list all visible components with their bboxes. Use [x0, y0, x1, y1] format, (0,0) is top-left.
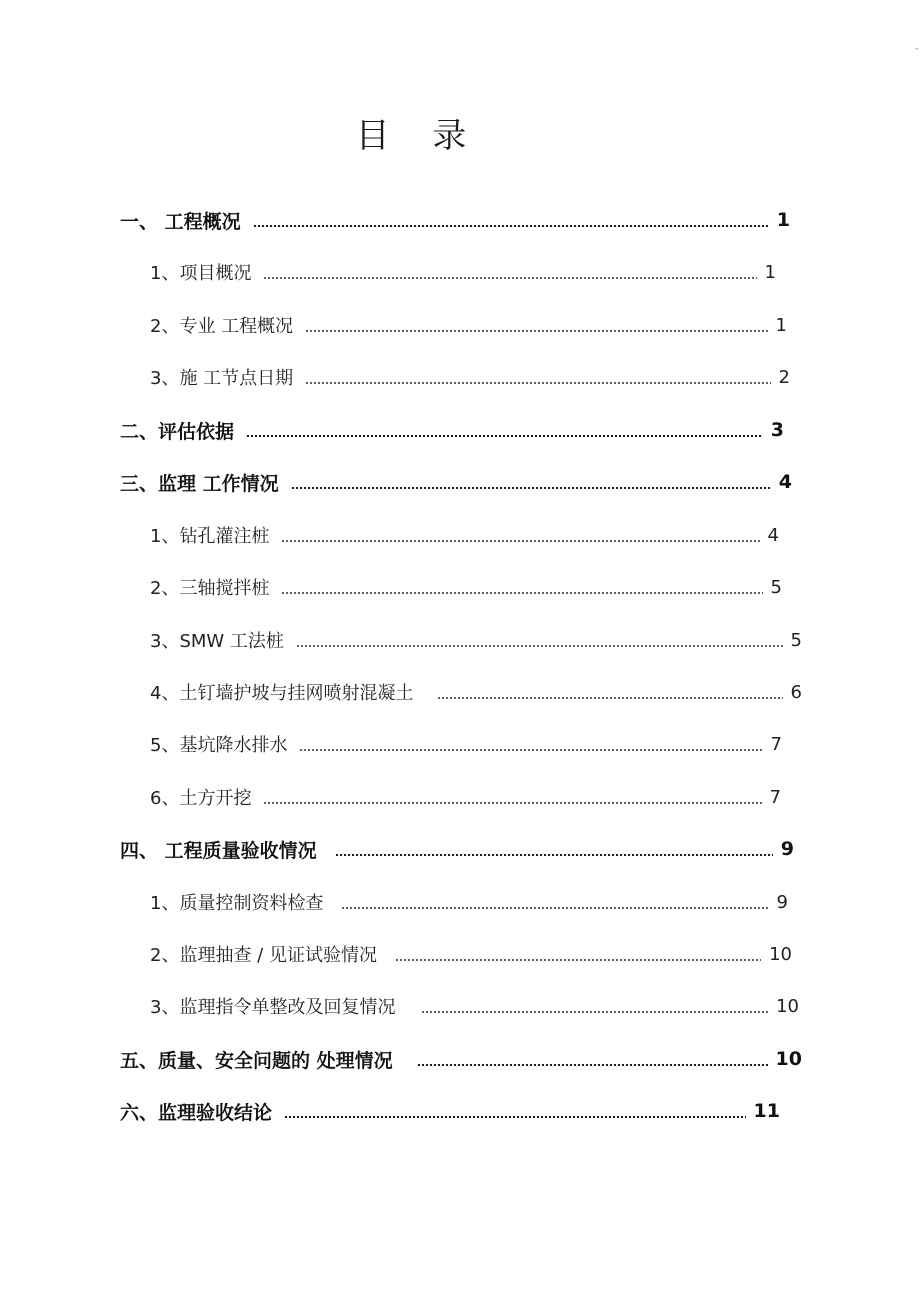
- toc-entry-page-number: 7: [769, 786, 781, 808]
- toc-entry-page-number: 10: [776, 995, 799, 1017]
- toc-entry-label: 二、评估依据: [120, 420, 235, 443]
- toc-entry-chapter[interactable]: [120, 467, 792, 497]
- toc-entry-page-number: 11: [753, 1100, 780, 1122]
- toc-entry-section[interactable]: [150, 520, 779, 550]
- toc-entry-chapter[interactable]: [120, 834, 794, 864]
- toc-entry-label: 1、钻孔灌注桩: [150, 526, 270, 547]
- toc-entry-chapter[interactable]: [120, 415, 784, 445]
- toc-entry-label: 6、土方开挖: [150, 788, 252, 809]
- toc-entry-label: 2、三轴搅拌桩: [150, 578, 270, 599]
- toc-dot-leader: [246, 435, 763, 437]
- toc-entry-section[interactable]: [150, 939, 792, 969]
- toc-dot-leader: [253, 225, 769, 227]
- toc-entry-page-number: 1: [775, 314, 787, 336]
- toc-dot-leader: [305, 382, 770, 384]
- toc-entry-label: 四、 工程质量验收情况: [120, 839, 317, 862]
- toc-dot-leader: [296, 645, 783, 647]
- toc-entry-section[interactable]: [150, 887, 788, 917]
- toc-dot-leader: [395, 959, 761, 961]
- toc-dot-leader: [263, 802, 761, 804]
- toc-dot-leader: [305, 330, 767, 332]
- toc-dot-leader: [291, 487, 771, 489]
- toc-dot-leader: [284, 1116, 746, 1118]
- toc-dot-leader: [335, 854, 773, 856]
- toc-entry-page-number: 4: [778, 471, 792, 493]
- corner-mark: -: [915, 44, 918, 53]
- toc-dot-leader: [263, 277, 756, 279]
- toc-entry-section[interactable]: [150, 782, 781, 812]
- toc-entry-section[interactable]: [150, 572, 782, 602]
- toc-entry-section[interactable]: [150, 625, 802, 655]
- toc-entry-label: 一、 工程概况: [120, 210, 241, 233]
- toc-entry-label: 三、监理 工作情况: [120, 472, 279, 495]
- toc-entry-section[interactable]: [150, 257, 776, 287]
- toc-entry-label: 4、土钉墙护坡与挂网喷射混凝土: [150, 683, 414, 704]
- toc-dot-leader: [421, 1011, 768, 1013]
- toc-entry-page-number: 1: [764, 261, 776, 283]
- toc-dot-leader: [417, 1064, 768, 1066]
- toc-dot-leader: [437, 697, 782, 699]
- toc-entry-chapter[interactable]: [120, 205, 790, 235]
- toc-entry-label: 3、施 工节点日期: [150, 368, 294, 389]
- toc-dot-leader: [341, 907, 768, 909]
- toc-entry-section[interactable]: [150, 991, 799, 1021]
- toc-entry-label: 5、基坑降水排水: [150, 735, 288, 756]
- toc-entry-label: 2、专业 工程概况: [150, 316, 294, 337]
- toc-entry-page-number: 5: [790, 629, 802, 651]
- toc-entry-label: 六、监理验收结论: [120, 1101, 273, 1124]
- toc-entry-page-number: 6: [790, 681, 802, 703]
- toc-entry-page-number: 3: [770, 419, 784, 441]
- toc-entry-page-number: 7: [770, 733, 782, 755]
- toc-entry-label: 五、质量、安全问题的 处理情况: [120, 1049, 393, 1072]
- toc-entry-page-number: 2: [778, 366, 790, 388]
- toc-entry-section[interactable]: [150, 729, 782, 759]
- toc-entry-label: 1、质量控制资料检查: [150, 893, 324, 914]
- toc-entry-section[interactable]: [150, 362, 790, 392]
- toc-entry-page-number: 4: [767, 524, 779, 546]
- toc-dot-leader: [299, 749, 762, 751]
- toc-entry-section[interactable]: [150, 677, 802, 707]
- page-title: 目 录: [355, 116, 483, 156]
- toc-dot-leader: [281, 540, 759, 542]
- toc-entry-page-number: 9: [776, 891, 788, 913]
- toc-entry-label: 3、SMW 工法桩: [150, 631, 284, 652]
- toc-entry-page-number: 1: [776, 209, 790, 231]
- toc-entry-section[interactable]: [150, 310, 787, 340]
- toc-entry-page-number: 10: [769, 943, 792, 965]
- toc-dot-leader: [281, 592, 762, 594]
- toc-entry-page-number: 5: [770, 576, 782, 598]
- toc-entry-chapter[interactable]: [120, 1096, 780, 1126]
- toc-entry-chapter[interactable]: [120, 1044, 802, 1074]
- toc-entry-label: 1、项目概况: [150, 263, 252, 284]
- toc-entry-label: 2、监理抽查 / 见证试验情况: [150, 945, 377, 966]
- toc-entry-label: 3、监理指令单整改及回复情况: [150, 997, 396, 1018]
- toc-entry-page-number: 9: [780, 838, 794, 860]
- toc-entry-page-number: 10: [775, 1048, 802, 1070]
